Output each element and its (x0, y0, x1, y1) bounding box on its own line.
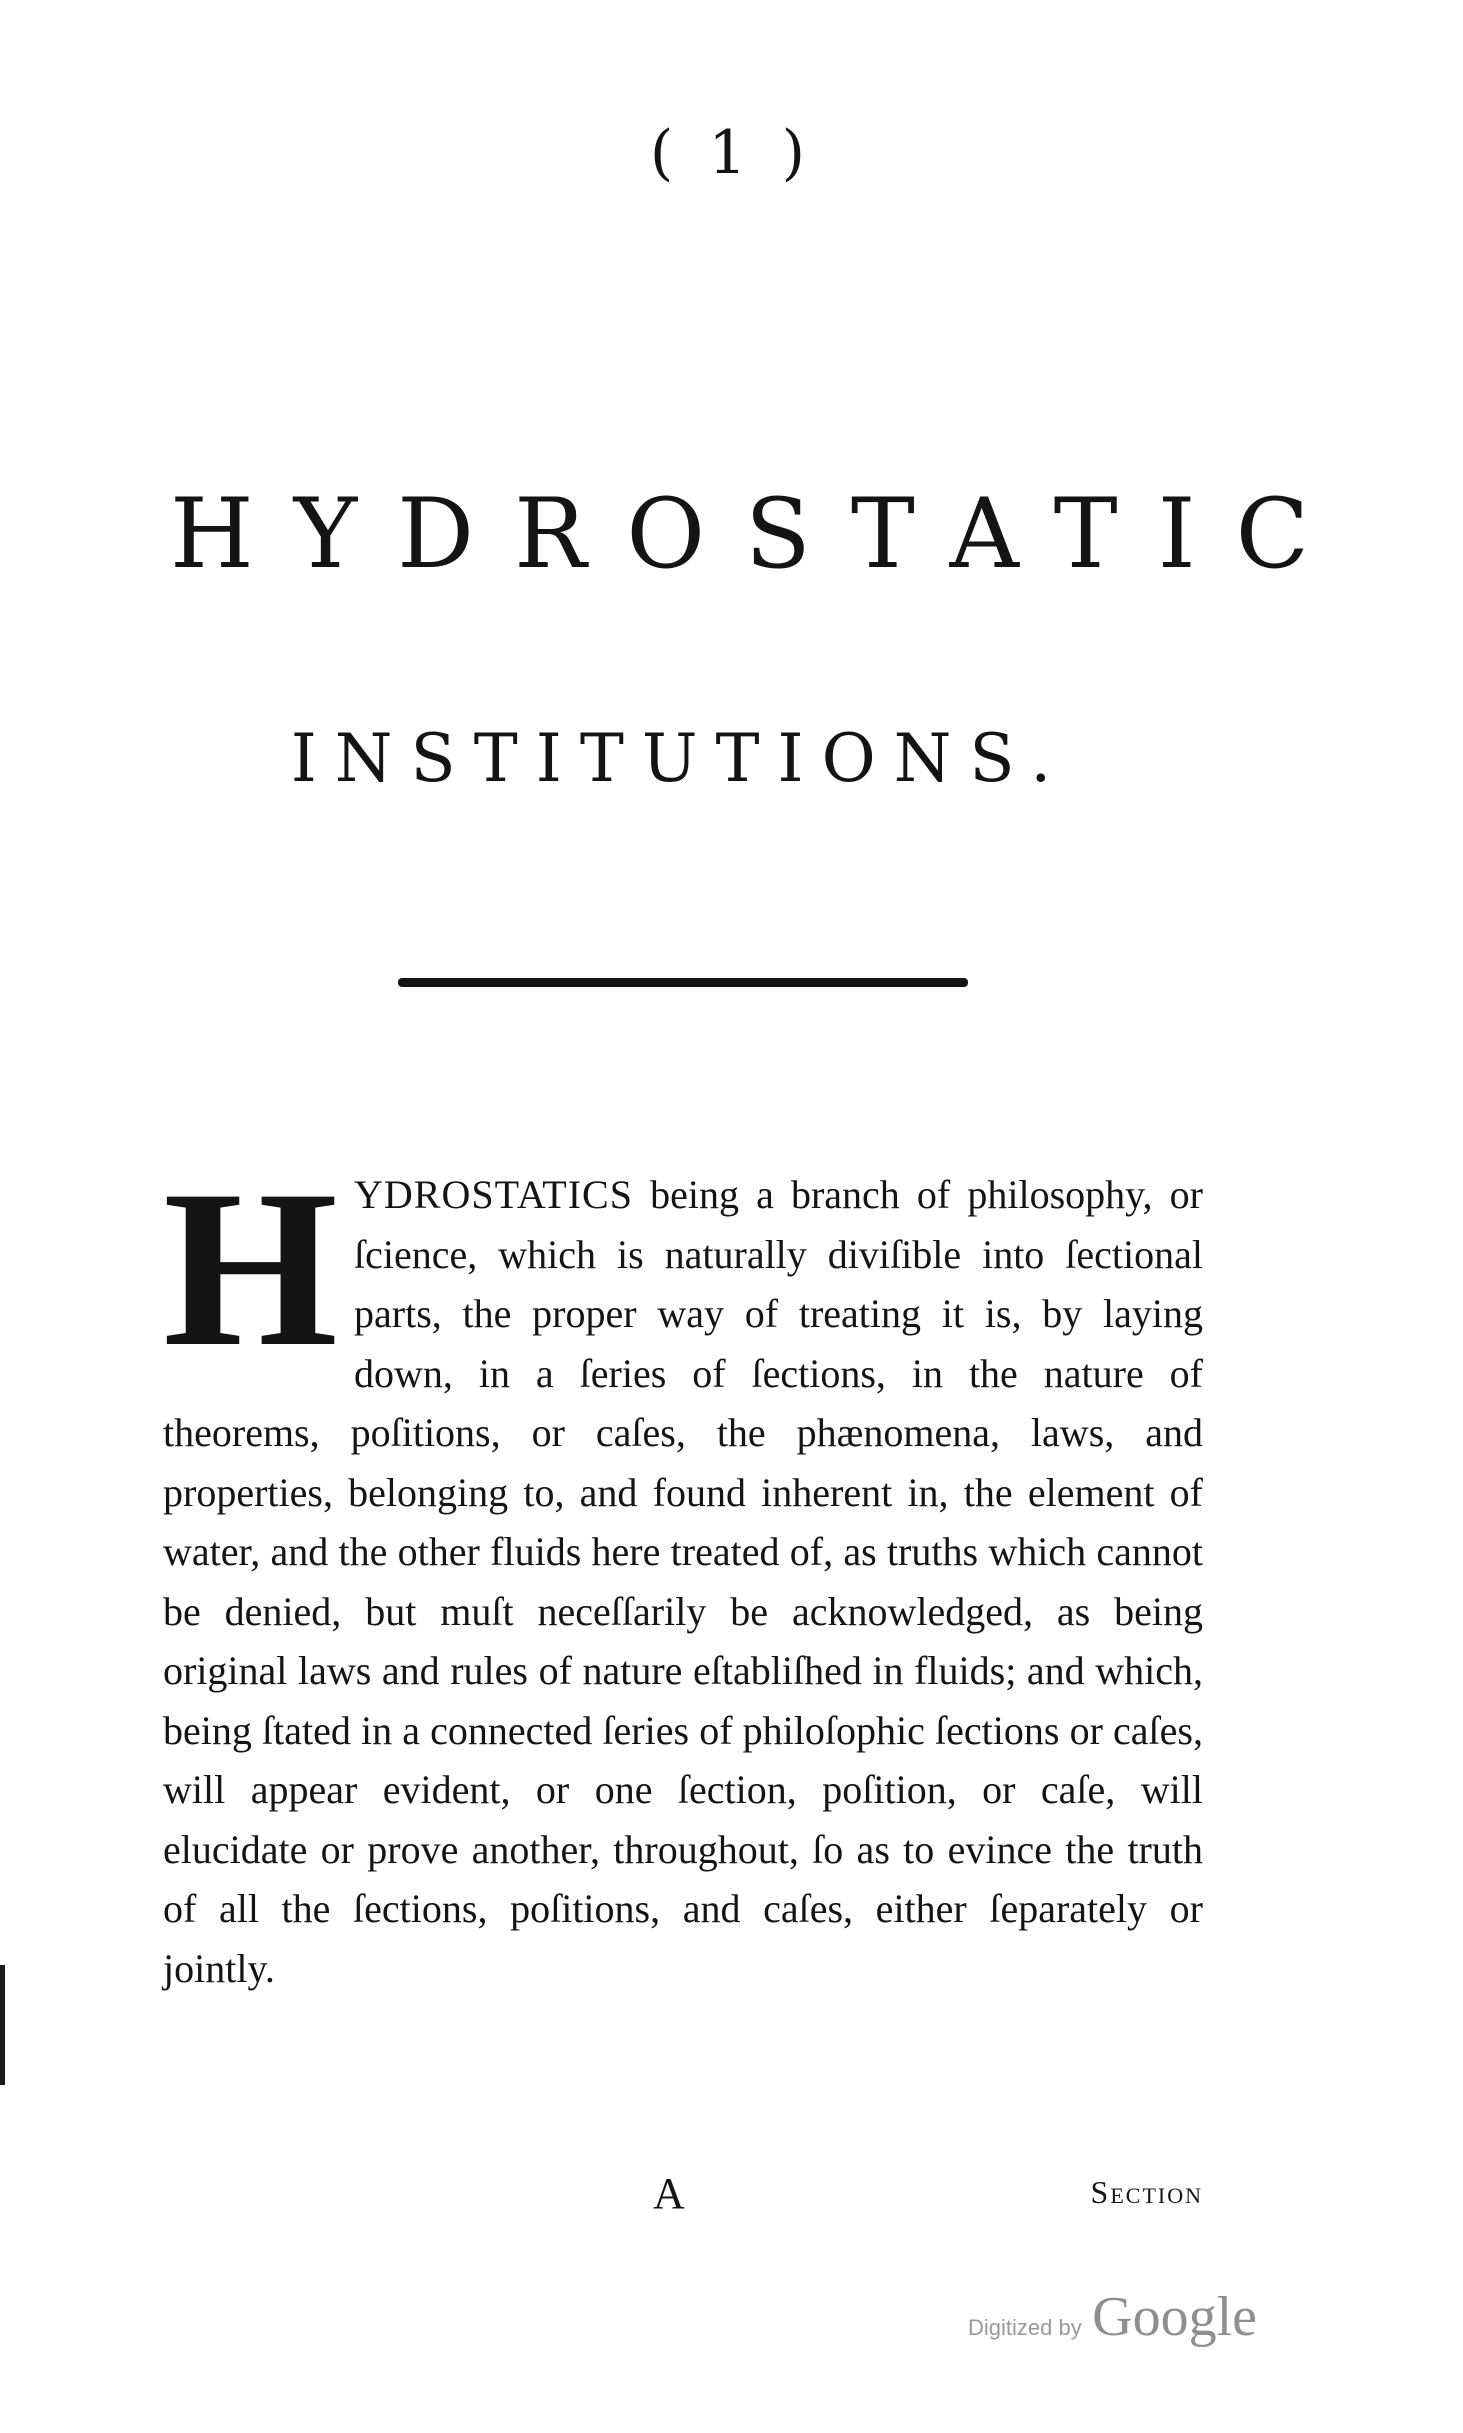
page-title: HYDROSTATIC (170, 478, 1350, 590)
watermark-brand: Google (1092, 2286, 1258, 2348)
drop-cap: H (163, 1143, 339, 1393)
scan-edge-mark (0, 1965, 5, 2085)
watermark-prefix: Digitized by (968, 2315, 1082, 2340)
page-subtitle: INSTITUTIONS. (290, 720, 1070, 797)
page-number: ( 1 ) (649, 118, 814, 188)
catchword: Section (1090, 2174, 1203, 2210)
signature-mark: A (653, 2169, 685, 2218)
paragraph-text: being a branch of philosophy, or ſcience, which is naturally diviſible into ſectional parts, the proper way of treating it is, by laying down, in a ſeries of ſections, in the nature of theorems, poſitions, or caſes, the phænomena, laws, and properties, belonging to, and found inherent in, the element of water, and the other fluids here treated of, as truths which cannot be denied, but muſt neceſſarily be acknowledged, as being original laws and rules of nature eſtabliſhed in fluids; and which, being ſtated in a connected ſeries of philoſophic ſections or caſes, will appear evident, or one ſection, poſition, or caſe, will elucidate or prove another, throughout, ſo as to evince the truth of all the ſections, poſitions, and caſes, either ſeparately or jointly. (163, 1172, 1203, 1991)
lead-word: YDROSTATICS (354, 1172, 633, 1217)
digitized-watermark (968, 2285, 1257, 2349)
body-paragraph (163, 1143, 1203, 1998)
page-footer (163, 2168, 1203, 2218)
decorative-rule (398, 978, 968, 987)
